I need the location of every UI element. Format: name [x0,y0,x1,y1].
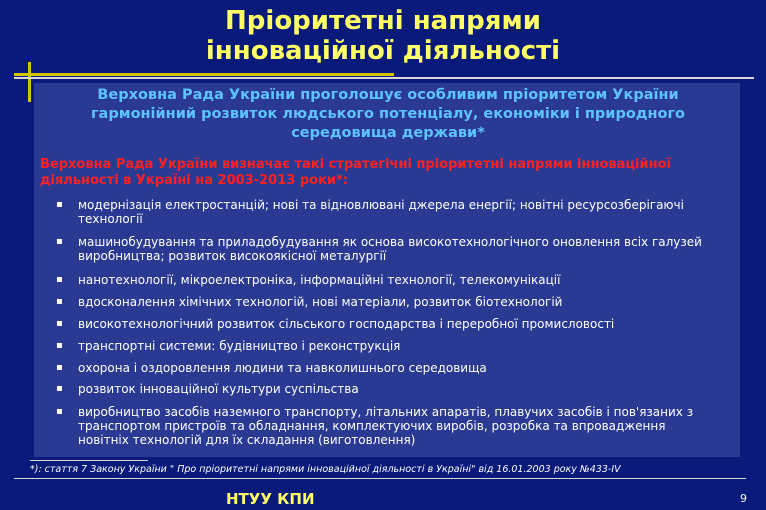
list-item-text: машинобудування та приладобудування як основа високотехнологічного оновлення всіх галузей виробництва; розвиток високоякісної металургії [78,235,702,263]
bullet-icon: ▪ [56,383,63,394]
list-item [50,235,720,263]
organization-label: НТУУ КПИ [226,490,315,508]
list-item-text: транспортні системи: будівництво і реконструкція [78,339,401,353]
slide-title-line-2: інноваційної діяльності [205,36,561,66]
accent-vertical-bar [28,62,31,102]
slide-title [0,6,766,66]
list-item [50,295,720,309]
bullet-icon: ▪ [56,340,63,351]
footnote-separator [30,460,148,461]
list-item-text: охорона і оздоровлення людини та навколишнього середовища [78,361,487,375]
accent-horizontal-bar [14,73,394,76]
list-item-text: нанотехнології, мікроелектроніка, інформаційні технології, телекомунікації [78,273,561,287]
bullet-icon: ▪ [56,362,63,373]
declaration-text: Верховна Рада України визначає такі стратегічні пріоритетні напрями інноваційної діяльності в Україні на 2003-2013 роки*: [40,157,671,188]
page-number: 9 [740,492,747,505]
slide-title-line-1: Пріоритетні напрями [225,6,541,36]
list-item-text: високотехнологічний розвиток сільського господарства і переробної промисловості [78,317,615,331]
list-item [50,361,720,375]
footer-divider [14,478,746,479]
bullet-icon: ▪ [56,236,63,247]
bullet-icon: ▪ [56,199,63,210]
list-item [50,317,720,331]
list-item-text: виробництво засобів наземного транспорту, літальних апаратів, плавучих засобів і пов'язаних з транспортом пристроїв та обладнання, комплектуючих виробів, розробка та впровадження новітніх технологій для їх складання (виготовлення) [78,405,694,447]
title-divider [14,77,754,79]
list-item-text: розвиток інноваційної культури суспільства [78,382,359,396]
footnote: *): стаття 7 Закону України " Про пріоритетні напрями інноваційної діяльності в Україні" від 16.01.2003 року №433-IV [30,464,621,475]
bullet-icon: ▪ [56,274,63,285]
list-item [50,405,720,447]
bullet-icon: ▪ [56,406,63,417]
list-item [50,273,720,287]
bullet-icon: ▪ [56,318,63,329]
list-item-text: вдосконалення хімічних технологій, нові матеріали, розвиток біотехнологій [78,295,563,309]
list-item-text: модернізація електростанцій; нові та відновлювані джерела енергії; новітні ресурсозберігаючі технології [78,198,684,226]
bullet-icon: ▪ [56,296,63,307]
lead-statement: Верховна Рада України проголошує особливим пріоритетом України гармонійний розвиток людського потенціалу, економіки і природного середовища держави* [90,87,686,141]
list-item [50,339,720,353]
list-item [50,382,720,396]
list-item [50,198,720,226]
